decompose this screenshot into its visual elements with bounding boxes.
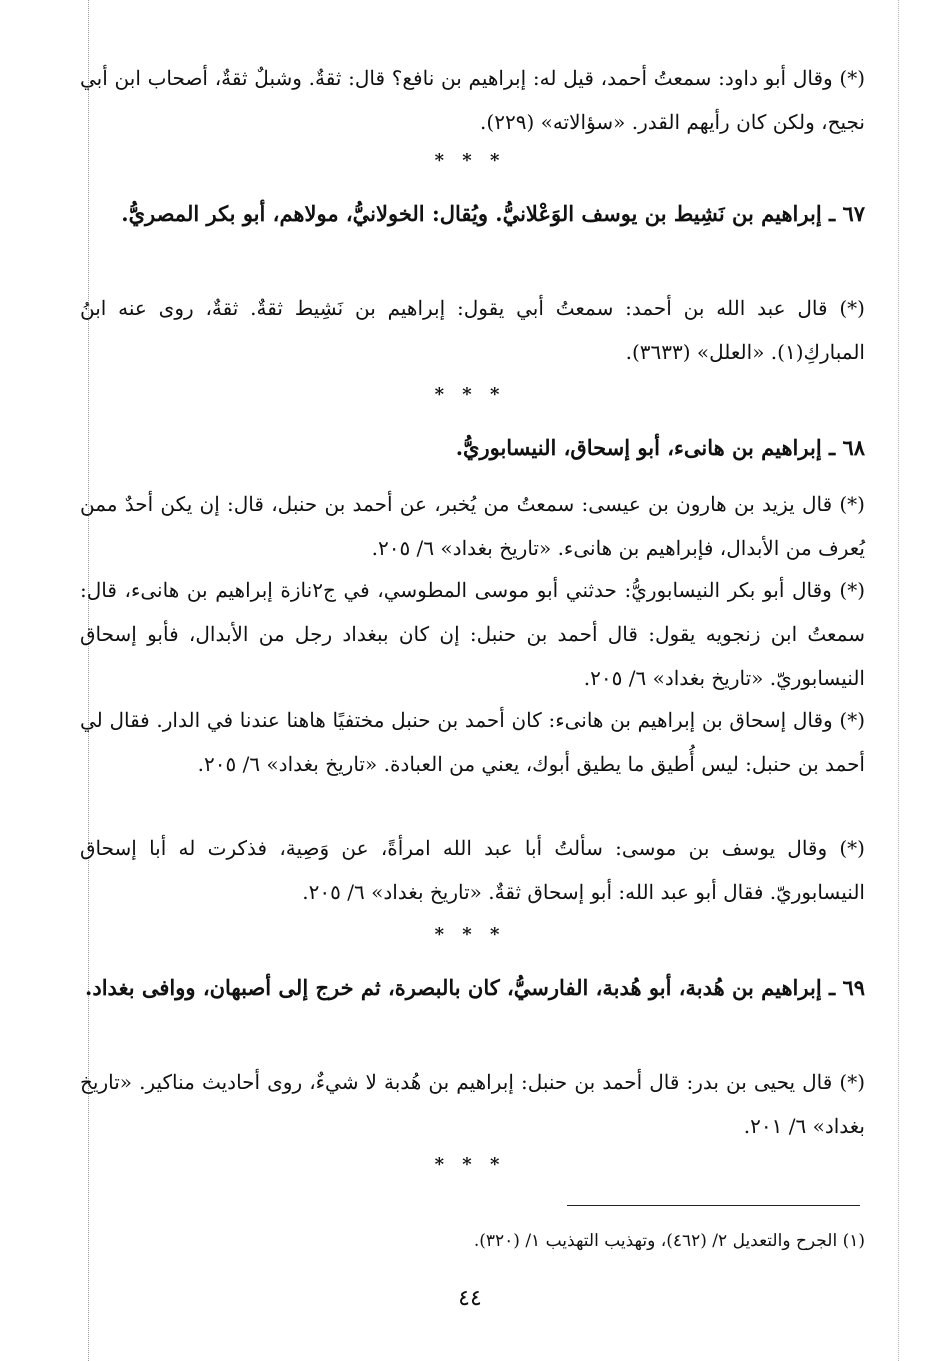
separator-stars-1: * * *	[434, 150, 506, 171]
page-number: ٤٤	[458, 1286, 482, 1311]
separator-stars-3: * * *	[434, 924, 506, 945]
margin-dotted-line-right	[898, 0, 899, 1361]
paragraph-69-yahya: (*) قال يحيى بن بدر: قال أحمد بن حنبل: إبراهيم بن هُدبة لا شيءٌ، روى أحاديث مناكير. «تاريخ بغداد» ٦/ ٢٠١.	[80, 1070, 865, 1138]
paragraph-68-yazid: (*) قال يزيد بن هارون بن عيسى: سمعتُ من يُخبر، عن أحمد بن حنبل، قال: إن يكن أحدٌ ممن يُعرف من الأبدال، فإبراهيم بن هانىء. «تاريخ بغداد» ٦/ ٢٠٥.	[80, 492, 865, 560]
entry-heading-69: ٦٩ ـ إبراهيم بن هُدبة، أبو هُدبة، الفارسيُّ، كان بالبصرة، ثم خرج إلى أصبهان، ووافى بغداد.	[85, 975, 865, 1000]
paragraph-abu-dawud: (*) وقال أبو داود: سمعتُ أحمد، قيل له: إبراهيم بن نافع؟ قال: ثقةٌ. وشبلٌ ثقةٌ، أصحاب ابن أبي نجيح، ولكن كان رأيهم القدر. «سؤالاته» (٢٢٩).	[80, 66, 865, 134]
entry-heading-68: ٦٨ ـ إبراهيم بن هانىء، أبو إسحاق، النيسابوريُّ.	[455, 435, 865, 460]
paragraph-68-yusuf: (*) وقال يوسف بن موسى: سألتُ أبا عبد الله امرأةً، عن وَصِية، فذكرت له أبا إسحاق النيسابوريّ. فقال أبو عبد الله: أبو إسحاق ثقةٌ. «تاريخ بغداد» ٦/ ٢٠٥.	[80, 836, 865, 904]
paragraph-67-abdullah: (*) قال عبد الله بن أحمد: سمعتُ أبي يقول: إبراهيم بن نَشِيط ثقةٌ. ثقةٌ، روى عنه ابنُ المباركِ(١). «العلل» (٣٦٣٣).	[80, 296, 865, 364]
separator-stars-4: * * *	[434, 1154, 506, 1175]
separator-stars-2: * * *	[434, 384, 506, 405]
paragraph-68-abu-bakr: (*) وقال أبو بكر النيسابوريُّ: حدثني أبو موسى المطوسي، في ج٢نازة إبراهيم بن هانىء، قال: سمعتُ ابن زنجويه يقول: قال أحمد بن حنبل: إن كان ببغداد رجل من الأبدال، فأبو إسحاق النيسابوريّ. «تاريخ بغداد» ٦/ ٢٠٥.	[80, 578, 865, 690]
paragraph-68-ishaq: (*) وقال إسحاق بن إبراهيم بن هانىء: كان أحمد بن حنبل مختفيًا هاهنا عندنا في الدار. فقال لي أحمد بن حنبل: ليس أُطيق ما يطيق أبوك، يعني من العبادة. «تاريخ بغداد» ٦/ ٢٠٥.	[80, 708, 865, 776]
footnote: (١) الجرح والتعديل ٢/ (٤٦٢)، وتهذيب التهذيب ١/ (٣٢٠).	[473, 1231, 865, 1251]
footnote-rule	[567, 1205, 860, 1206]
entry-heading-67: ٦٧ ـ إبراهيم بن نَشِيط بن يوسف الوَعْلانيُّ. ويُقال: الخولانيُّ، مولاهم، أبو بكر المصريُّ.	[121, 201, 865, 226]
